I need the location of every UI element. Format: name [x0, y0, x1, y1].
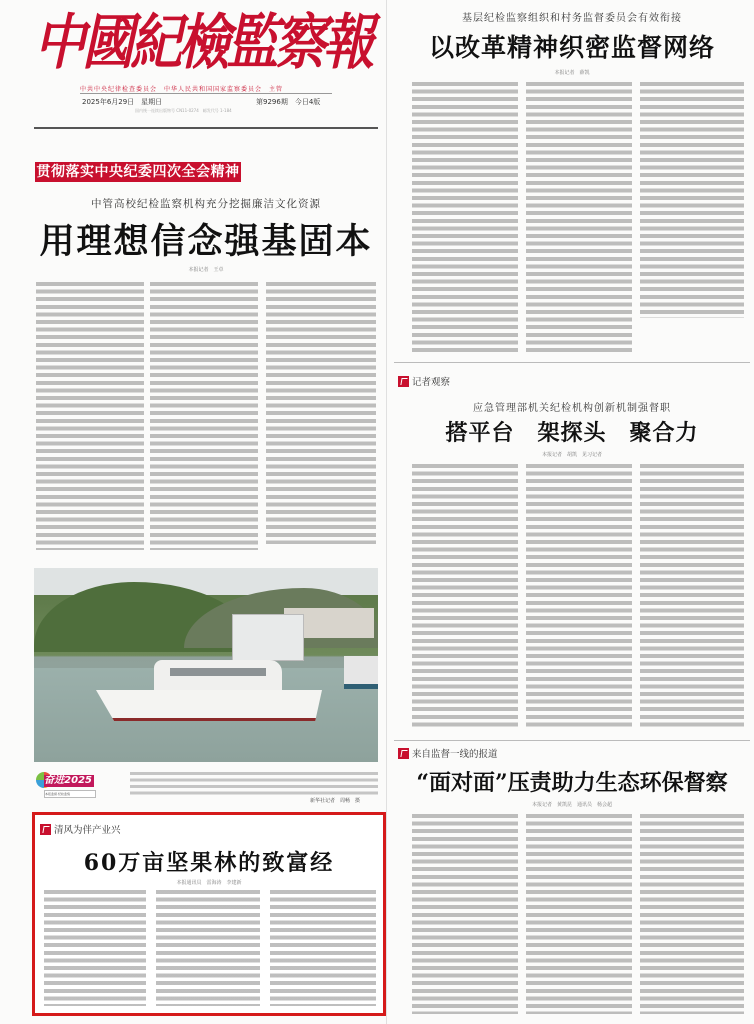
- lead-body-column-2: [150, 282, 258, 550]
- lead-body-column-1: [36, 282, 144, 550]
- news-photo-boat-harbor[interactable]: [34, 568, 378, 762]
- section-tag-icon: [40, 824, 51, 835]
- frontline-headline[interactable]: “面对面”压责助力生态环保督察: [416, 770, 728, 796]
- frontline-section-tag: [398, 746, 498, 760]
- lead-headline[interactable]: 用理想信念强基固本: [39, 222, 373, 262]
- observer-kicker: 应急管理部机关纪检机构创新机制强督职: [473, 403, 671, 414]
- masthead-bottom-divider: [34, 127, 378, 129]
- section-tag-icon: [398, 748, 409, 759]
- section-tag-icon: [398, 376, 409, 387]
- masthead-divider: [80, 93, 332, 94]
- boxed-section-label: 清风为伴产业兴: [54, 825, 121, 836]
- photo-boat-hull: [96, 690, 322, 721]
- lead-kicker: 中管高校纪检监察机构充分挖掘廉洁文化资源: [91, 198, 321, 210]
- observer-headline[interactable]: 搭平台 架探头 聚合力: [445, 420, 699, 446]
- masthead-note: 国内统一连续出版物号 CN11-0274 邮发代号 1-184: [135, 108, 232, 113]
- boxed-body-column-3: [270, 890, 376, 1006]
- logo-subtitle: 本报监督·纪检监察: [44, 790, 96, 798]
- top-right-kicker: 基层纪检监察组织和村务监督委员会有效衔接: [462, 13, 682, 24]
- lead-byline: 本报记者 王卓: [188, 267, 224, 273]
- photo-credit: 新华社记者 周畅 摄: [310, 798, 361, 804]
- boxed-section-tag: [40, 822, 121, 836]
- section-divider: [394, 740, 750, 741]
- boxed-byline: 本报通讯员 雷海涛 李建新: [176, 880, 242, 886]
- masthead-sponsors: 中共中央纪律检查委员会 中华人民共和国国家监察委员会 主管: [80, 86, 284, 93]
- fenjin-2025-logo: [36, 768, 92, 806]
- frontline-body-column-1: [412, 814, 518, 1014]
- boxed-body-column-1: [44, 890, 146, 1006]
- observer-body-column-1: [412, 464, 518, 730]
- photo-boat-cabin: [154, 660, 282, 692]
- frontline-body-column-3: [640, 814, 744, 1014]
- photo-dock: [344, 656, 378, 689]
- top-right-body-column-3: [640, 82, 744, 318]
- frontline-byline: 本报记者 黄凯昆 通讯员 杨会超: [531, 802, 612, 808]
- issue-number: 第9296期 今日4版: [256, 98, 321, 106]
- photo-caption: [130, 772, 378, 800]
- observer-body-column-3: [640, 464, 744, 730]
- frontline-body-column-2: [526, 814, 632, 1014]
- boxed-body-column-2: [156, 890, 260, 1006]
- photo-building: [232, 614, 304, 661]
- observer-body-column-2: [526, 464, 632, 730]
- lead-rubric-banner: 贯彻落实中央纪委四次全会精神: [36, 164, 240, 180]
- top-right-body-column-2: [526, 82, 632, 352]
- boxed-headline[interactable]: 60万亩坚果林的致富经: [83, 850, 335, 876]
- top-right-headline[interactable]: 以改革精神织密监督网络: [428, 33, 715, 62]
- section-divider: [394, 362, 750, 363]
- page-column-divider: [386, 0, 387, 1024]
- issue-date: 2025年6月29日 星期日: [82, 98, 163, 106]
- top-right-body-column-1: [412, 82, 518, 352]
- observer-byline: 本报记者 胡凯 见习记者: [541, 452, 602, 458]
- lead-body-column-3: [266, 282, 376, 544]
- observer-section-tag: [398, 374, 450, 388]
- observer-section-label: 记者观察: [412, 377, 451, 388]
- logo-banner: 奋进2025: [44, 775, 92, 786]
- masthead-title: 中國紀檢監察報: [34, 8, 372, 78]
- top-right-byline: 本报记者 薛凯: [554, 70, 590, 76]
- frontline-section-label: 来自监督一线的报道: [412, 749, 498, 760]
